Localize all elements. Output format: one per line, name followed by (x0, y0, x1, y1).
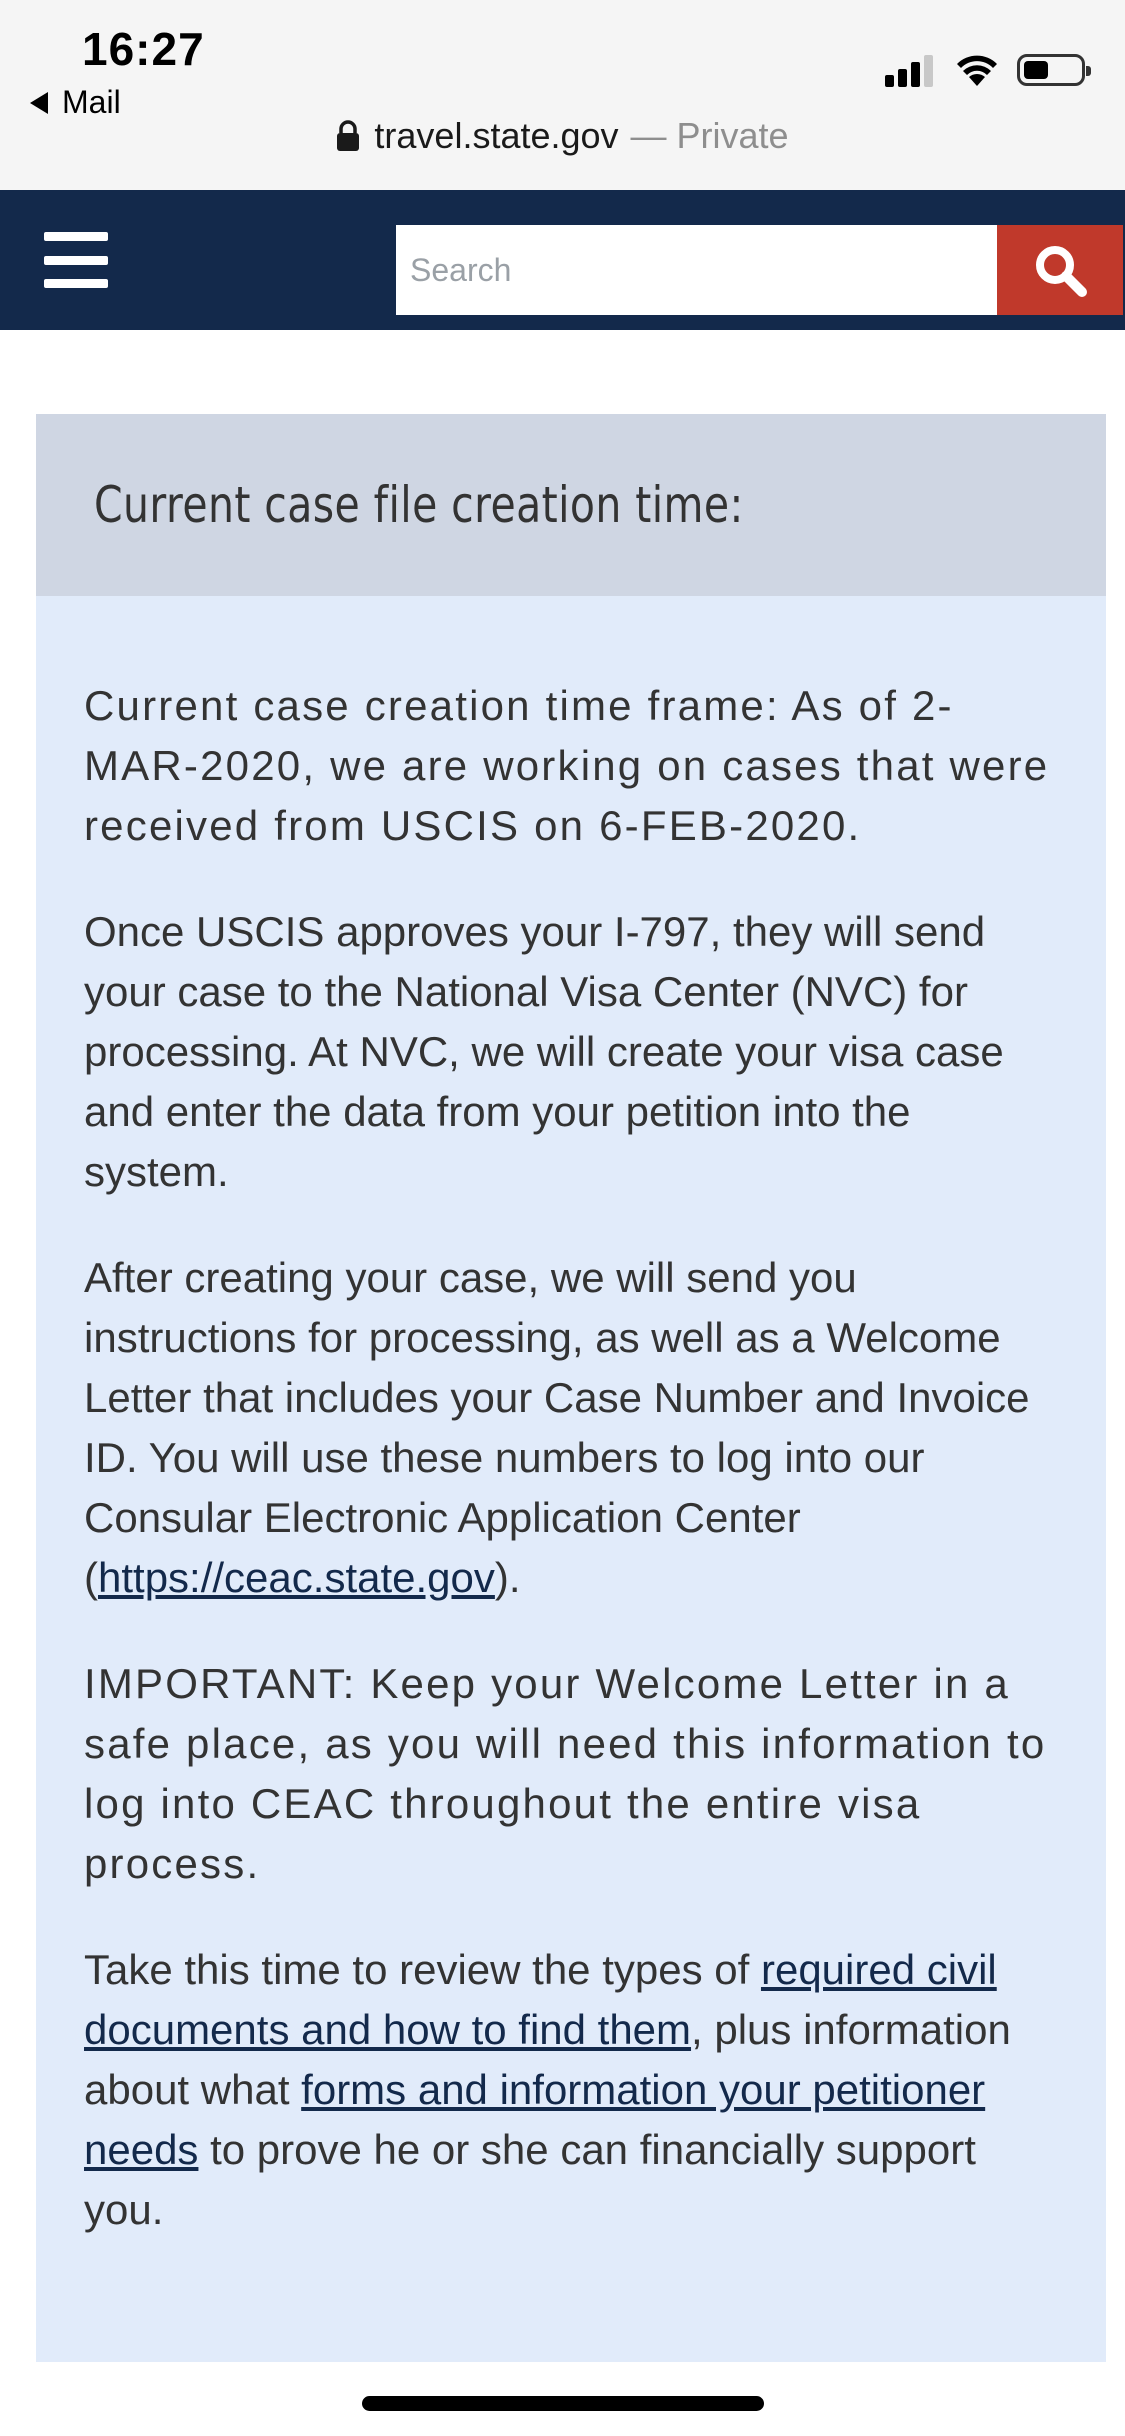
battery-icon (1017, 54, 1085, 86)
review-text-end: to prove he or she can financially support you. (84, 2126, 976, 2233)
menu-icon[interactable] (44, 232, 108, 288)
welcome-text: After creating your case, we will send you instructions for processing, as well as a Welcome Letter that includes your Case Number and Invoice ID. You will use these numbers to log into our Consular Electronic Application Center ( (84, 1254, 1030, 1601)
private-label: — Private (630, 115, 789, 156)
back-triangle-icon (30, 92, 48, 114)
card-title: Current case file creation time: (94, 476, 744, 534)
search-icon (1032, 242, 1088, 298)
status-time: 16:27 (82, 23, 205, 75)
case-info-card (36, 414, 1106, 2362)
lock-icon (336, 120, 360, 152)
status-icons (885, 50, 1085, 90)
cellular-signal-icon (885, 53, 937, 87)
browser-chrome (0, 0, 1125, 190)
search-input[interactable] (396, 225, 997, 315)
home-indicator[interactable] (362, 2396, 764, 2411)
timeframe-paragraph: Current case creation time frame: As of 2-MAR-2020, we are working on cases that were received from USCIS on 6-FEB-2020. (84, 682, 1050, 849)
important-paragraph: IMPORTANT: Keep your Welcome Letter in a safe place, as you will need this information to log into CEAC throughout the entire visa process. (84, 1660, 1047, 1887)
url-text: travel.state.gov (374, 115, 619, 156)
welcome-letter-paragraph (84, 1248, 1058, 1608)
review-text: Take this time to review the types of (84, 1946, 761, 1993)
wifi-icon (955, 53, 999, 87)
search-button[interactable] (997, 225, 1123, 315)
review-paragraph (84, 1940, 1058, 2240)
card-body (36, 596, 1106, 2240)
review-text-mid: , plus information about what (84, 2006, 1011, 2113)
nvc-paragraph: Once USCIS approves your I-797, they will send your case to the National Visa Center (NVC) for processing. At NVC, we will create your visa case and enter the data from your petition into the system. (84, 908, 1004, 1195)
ceac-link[interactable]: https://ceac.state.gov (98, 1554, 495, 1601)
address-bar[interactable] (0, 115, 1125, 157)
back-app-label: Mail (62, 84, 121, 120)
card-header (36, 414, 1106, 596)
site-header (0, 190, 1125, 330)
welcome-text-end: ). (494, 1554, 521, 1601)
civil-documents-link[interactable]: required civil documents and how to find them (84, 1946, 997, 2053)
petitioner-forms-link[interactable]: forms and information your petitioner needs (84, 2066, 986, 2173)
